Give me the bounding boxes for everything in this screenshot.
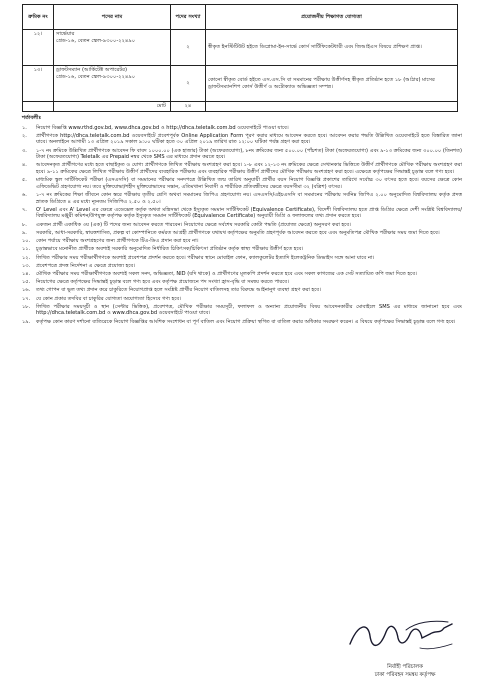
row-qualification: কোনো স্বীকৃত বোর্ড হইতে এস.এস.সি বা সমমানের পরীক্ষায় উত্তীর্ণসহ স্বীকৃত প্রতিষ্ঠান হতে ১৮ (আঠার) মাসের ড্রাফটসম্যানশিপ কোর্স উত্তীর্ণ ও অটোক্যাড অভিজ্ঞতা সম্পন্ন। [206, 66, 458, 102]
signatory-organization: ঢাকা পরিবহন সমন্বয় কর্তৃপক্ষ [374, 671, 436, 678]
term-text: মৌখিক পরীক্ষার সময় পরীক্ষার্থীগণকে অবশ্যই সকল সনদ, অভিজ্ঞতা, NID (যদি থাকে) ও প্রার্থীগণের মূলকপি প্রদর্শন করতে হবে এবং সকল কাগজের এক সেট সত্যায়িত কপি জমা দিতে হবে। [36, 270, 417, 277]
term-number: ৯. [22, 229, 27, 236]
term-item [22, 296, 462, 303]
term-text: ১-৭ নং ক্রমিকে উল্লিখিত প্রার্থীগণকে আবেদন ফি বাবদ ১০০০.০০ (এক হাজার) টাকা (অফেরতযোগ্য), ৮নং ক্রমিকের জন্য ৫০০.০০ (পাঁচশত) টাকা (অফেরতযোগ্য) এবং ৯-১৩ ক্রমিকের জন্য ৩০০.০০ (তিনশত) টাকা (অফেরতযোগ্য) Teletalk এর Prepaid নম্বর থেকে SMS এর মাধ্যমে প্রদান করতে হবে। [36, 147, 462, 161]
term-item [22, 246, 462, 253]
term-number: ১. [22, 124, 27, 131]
post-grade: গ্রেড-১৬, বেতন স্কেল-৯৩০০-২২৪৯০ [56, 37, 136, 44]
term-text: যে কোন প্রকার তদবির বা চাকুরির যোগ্যতা অযোগ্যতা হিসেবে গণ্য হবে। [36, 295, 182, 302]
term-item [22, 222, 462, 229]
term-text: O' Level এবং A' Level এর ক্ষেত্রে এডেক্সেল কর্তৃক অথবা মন্ত্রিসভা থেকে ইস্যুকৃত সমমান সার্টিফিকেট (Equivalence Certificate), বিদেশী বিশ্ববিদ্যালয় হতে প্রাপ্ত ডিগ্রির ক্ষেত্রে দেশী সংশ্লিষ্ট বিশ্ববিদ্যালয়/বিশ্ববিদ্যালয় মঞ্জুরী কমিশন/উপযুক্ত কর্তৃপক্ষ কর্তৃক ইস্যুকৃত সমমান সার্টিফিকেট (Equivalence Certificate) অনুযায়ী ডিগ্রি ও ফলাফলের তথ্য প্রদান করতে হবে। [36, 206, 462, 220]
term-number: ৮. [22, 221, 27, 228]
term-item [22, 133, 462, 146]
header-qualification: প্রয়োজনীয় শিক্ষাগত যোগ্যতা [206, 5, 458, 30]
term-text: সরকারি, আধা-সরকারি, স্বায়ত্তশাসিত, প্রকল্প বা কোম্পানিতে কর্মরত আগ্রহী প্রার্থীগণকে যথাযথ কর্তৃপক্ষের অনুমতি গ্রহণপূর্বক আবেদন করতে হবে এবং অনুমতিপত্র মৌখিক পরীক্ষার সময় জমা দিতে হবে। [36, 229, 440, 236]
signature-block [355, 664, 455, 679]
post-title: ড্রাফটসম্যান (আর্কিটেক্ট অপারেটর) [56, 67, 128, 73]
signatory-title: নির্বাহী পরিচালক [387, 664, 423, 670]
term-number: ১৮. [22, 303, 31, 310]
term-number: ১৪. [22, 270, 31, 277]
signature-image [340, 604, 460, 664]
term-text: নিয়োগের ক্ষেত্রে কর্তৃপক্ষের সিদ্ধান্তই চূড়ান্ত বলে গণ্য হবে এবং কর্তৃপক্ষ প্রয়োজনে পদ সংখ্যা হ্রাস-বৃদ্ধি বা সমন্বয় করতে পারবে। [36, 279, 289, 286]
term-item [22, 287, 462, 294]
post-title: সার্ভেয়ার [56, 31, 75, 37]
term-text: লিখিত পরীক্ষার সময় পরীক্ষার্থীগণকে অবশ্যই প্রবেশপত্র প্রদর্শন করতে হবে। পরীক্ষার স্থানে মোবাইল ফোন, ক্যালকুলেটর ইত্যাদি ইলেকট্রনিক ডিভাইস সঙ্গে আনা যাবে না। [36, 254, 375, 261]
row-serial: ১৩। [23, 66, 54, 102]
term-number: ১০. [22, 238, 31, 245]
term-item [22, 271, 462, 278]
term-item [22, 319, 462, 326]
term-number: ৪. [22, 162, 27, 169]
row-post-name [54, 66, 171, 102]
table-row [23, 30, 458, 66]
empty-cell [23, 102, 54, 112]
term-item [22, 279, 462, 286]
term-number: ১৭. [22, 295, 31, 302]
term-number: ১৯. [22, 318, 31, 325]
term-number: ১৫. [22, 279, 31, 286]
term-number: ১২. [22, 254, 31, 261]
term-text: প্রার্থীগণকে http://dhca.teletalk.com.bd ওয়েবসাইটে প্রবেশপূর্বক Online Application Form পূরণ করার মাধ্যমে আবেদন করতে হবে। আবেদন করার পদ্ধতি উল্লিখিত ওয়েবসাইটে হতে বিস্তারিত জানা যাবে। অনলাইনে আগামী ১৩ এপ্রিল ২০১৯ সকাল ৯:০০ ঘটিকা হতে ৩০ এপ্রিল ২০১৯ তারিখ রাত ১২:০০ ঘটিকা পর্যন্ত গ্রহণ করা হবে। [36, 132, 462, 146]
term-number: ৬. [22, 192, 27, 199]
term-number: ২. [22, 132, 27, 139]
terms-title: শর্তাবলীঃ [22, 115, 42, 121]
posts-table [22, 4, 458, 112]
term-item [22, 207, 462, 220]
term-text: আবেদনকৃত প্রার্থীগণের মধ্যে হতে বাছাইকৃত ও যোগ্য প্রার্থীগণকে লিখিত পরীক্ষায় অংশগ্রহণ করা হবে। ১-৮ এবং ১২-১৩ নং ক্রমিকের ক্ষেত্রে সেখানকার ভিত্তিতে উত্তীর্ণ প্রার্থীগণকে মৌখিক পরীক্ষায় অংশগ্রহণ করা হবে। ৯-১১ ক্রমিকের ক্ষেত্রে লিখিত পরীক্ষায় উত্তীর্ণ প্রার্থীদের ব্যবহারিক পরীক্ষায় এবং ব্যবহারিক পরীক্ষায় উত্তীর্ণ প্রার্থীদের মৌখিক পরীক্ষায় অংশগ্রহণ করা হবে। এক্ষেত্রে কর্তৃপক্ষের সিদ্ধান্তই চূড়ান্ত বলে গণ্য হবে। [36, 162, 462, 176]
row-serial: ১২। [23, 30, 54, 66]
term-text: একজন প্রার্থী একাধিক ৩য় (এক) টি পদের জন্য আবেদন করতে পারবেন। নিয়োগের ক্ষেত্রে সর্বশেষ সরকারি কোটা পদ্ধতি (প্রযোজ্য ক্ষেত্রে) অনুসরণ করা হবে। [36, 221, 351, 228]
term-item [22, 304, 462, 317]
terms-list [22, 125, 462, 326]
term-item [22, 238, 462, 245]
term-item [22, 263, 462, 270]
term-number: ৩. [22, 147, 27, 154]
term-number: ৫. [22, 177, 27, 184]
term-item [22, 255, 462, 262]
term-text: লিখিত পরীক্ষার সময়সূচী ও স্থান (সেন্টার ভিত্তিক), প্রবেশপত্র, মৌখিক পরীক্ষার সময়সূচী, ফলাফল ও অন্যান্য প্রয়োজনীয় বিষয় আবেদনকারীর মোবাইলে SMS এর মাধ্যমে জানানো হবে এবং http://dhca.teletalk.com.bd ও www.dhca.gov.bd ওয়েবসাইটে পাওয়া যাবে। [36, 303, 462, 317]
total-row [23, 102, 458, 112]
term-item [22, 230, 462, 237]
header-post-count: পদের সংখ্যা [171, 5, 206, 30]
term-item [22, 192, 462, 205]
term-text: কোন পর্যায়ে পরীক্ষায় অংশগ্রহণের জন্য প্রার্থীগণকে টিএ-ডিএ প্রদান করা হবে না। [36, 238, 199, 245]
term-number: ১১. [22, 246, 31, 253]
total-value: ২৪ [171, 102, 206, 112]
empty-cell [206, 102, 458, 112]
table-header-row [23, 5, 458, 30]
term-text: তথ্য গোপন বা ভুল তথ্য প্রদান করে চাকুরিতে নিয়োগপ্রাপ্ত হলে সংশ্লিষ্ট প্রার্থীর নিয়োগ বাতিলসহ তার বিরুদ্ধে আইনানুগ ব্যবস্থা গ্রহণ করা হবে। [36, 287, 321, 294]
term-item [22, 125, 462, 132]
term-item [22, 148, 462, 161]
term-text: চূড়ান্তভাবে মনোনীত প্রার্থীকে অবশ্যই সরকারি অনুমোদিত নির্ধারিত চিকিৎসক/চিকিৎসা প্রতিষ্ঠান কর্তৃক স্বাস্থ্য পরীক্ষায় উত্তীর্ণ হতে হবে। [36, 246, 304, 253]
term-text: নিয়োগ বিজ্ঞপ্তি www.rthd.gov.bd, www.dhca.gov.bd ও http://dhca.teletalk.com.bd ওয়েবসাইটে পাওয়া যাবে। [36, 124, 289, 131]
row-post-name [54, 30, 171, 66]
table-row [23, 66, 458, 102]
row-post-count: ২ [171, 30, 206, 66]
term-item [22, 177, 462, 190]
header-post-name: পদের নাম [54, 5, 171, 30]
post-grade: গ্রেড-১৬, বেতন স্কেল-৯৩০০-২২৪৯০ [56, 73, 136, 80]
term-number: ১৬. [22, 287, 31, 294]
term-number: ১৩. [22, 262, 31, 269]
term-text: মাধ্যমিক স্কুল সার্টিফিকেট পরীক্ষা (এসএসসি) বা সমমানের পরীক্ষার সনদপত্রে উল্লিখিত জন্ম তারিখ অনুযায়ী প্রার্থীর বয়স নিয়োগ বিজ্ঞপ্তি প্রকাশের তারিখে সর্বোচ্চ ৩০ বৎসর হতে হবে। বয়সের ক্ষেত্রে কোন এফিডেভিট গ্রহণযোগ্য নয়। তবে মুক্তিযোদ্ধা/শহীদ মুক্তিযোদ্ধাদের সন্তান, এতিমখানা নিবাসী ও শারীরিক প্রতিবন্ধীদের ক্ষেত্রে বয়সসীমা ৩২ (বত্রিশ) বৎসর। [36, 177, 462, 190]
term-text: ১-৭ নং ক্রমিকের শিক্ষা জীবনে কোন স্তরে পরীক্ষায় তৃতীয় শ্রেণি অথবা সমমানের জিপিএ গ্রহণযোগ্য নয়। এসএসসি/এইচএসসি বা সমমানের পরীক্ষায় সর্বনিম্ন জিপিএ ২.০০ অনুমোদিত বিশ্ববিদ্যালয় কর্তৃক প্রদত্ত স্নাতক ডিগ্রিতে ৪ এর মধ্যে ন্যূনতম সিজিপিএ ২.৫০ ও ২.৫০। [36, 192, 462, 205]
term-text: প্রবেশপত্রে প্রদত্ত নির্দেশনা এ ক্ষেত্রে প্রযোজ্য হবে। [36, 262, 136, 269]
row-qualification: স্বীকৃত ইনস্টিটিউট হইতে ডিপ্লোমা-ইন-সার্ভে কোর্স সার্টিফিকেটধারী এবং জিআইএস বিষয়ে প্রশিক্ষণ প্রাপ্ত। [206, 30, 458, 66]
total-label: মোট [54, 102, 171, 112]
term-number: ৭. [22, 206, 27, 213]
row-post-count: ২ [171, 66, 206, 102]
term-item [22, 162, 462, 175]
terms-section [22, 115, 462, 327]
header-serial: ক্রমিক নং [23, 5, 54, 30]
term-text: কর্তৃপক্ষ কোন কারণ দর্শানো ব্যতিরেকে নিয়োগ বিজ্ঞপ্তির আংশিক সংশোধন বা পূর্ণ বাতিল এবং নিয়োগ প্রক্রিয়া স্থগিত বা বাতিল করার অধিকার সংরক্ষণ করেন। এ বিষয়ে কর্তৃপক্ষের সিদ্ধান্তই চূড়ান্ত বলে গণ্য হবে। [36, 318, 456, 325]
